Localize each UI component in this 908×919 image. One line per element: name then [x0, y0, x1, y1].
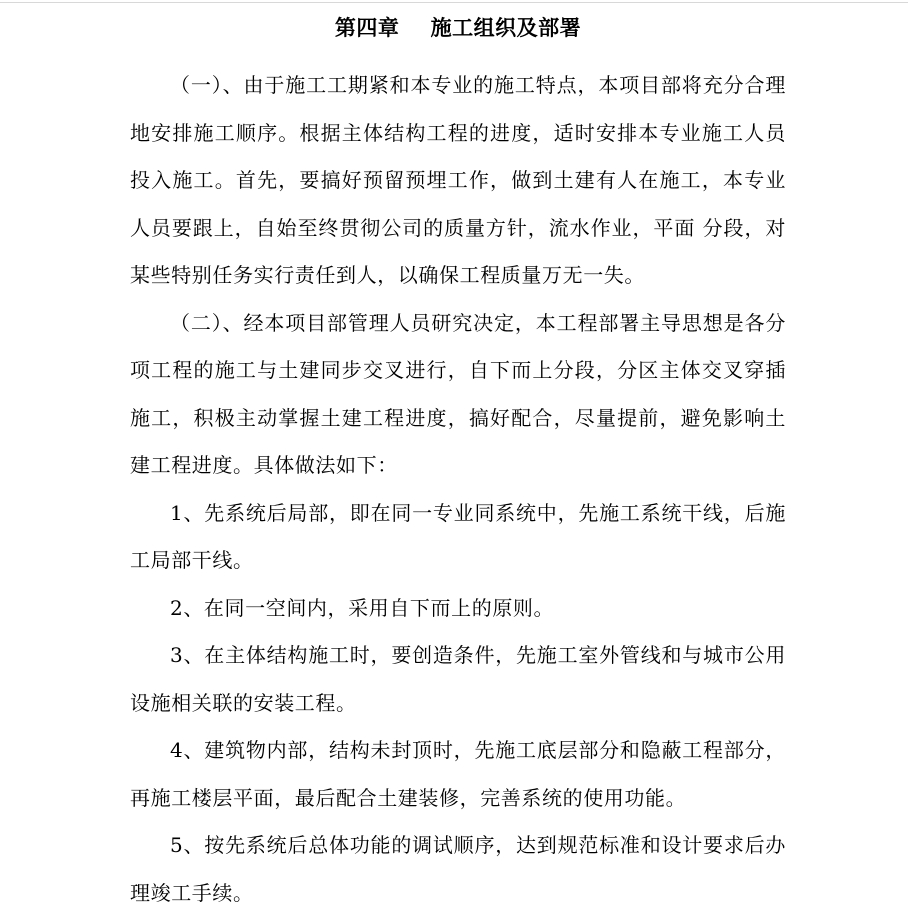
list-item-1: 1、先系统后局部，即在同一专业同系统中，先施工系统干线，后施工局部干线。 [130, 500, 786, 572]
chapter-title: 第四章 施工组织及部署 [334, 15, 582, 40]
document-page [130, 14, 786, 917]
list-item-5: 5、按先系统后总体功能的调试顺序，达到规范标准和设计要求后办理竣工手续。 [130, 833, 786, 905]
list-item-3: 3、在主体结构施工时，要创造条件，先施工室外管线和与城市公用设施相关联的安装工程。 [130, 643, 786, 715]
page-top-rule [0, 2, 908, 3]
paragraph-2: （二）、经本项目部管理人员研究决定，本工程部署主导思想是各分项工程的施工与土建同步交叉进行，自下而上分段，分区主体交叉穿插施工，积极主动掌握土建工程进度，搞好配合，尽量提前，避免影响土建工程进度。具体做法如下： [130, 310, 786, 477]
paragraph-1: （一）、由于施工工期紧和本专业的施工特点，本项目部将充分合理地安排施工顺序。根据主体结构工程的进度，适时安排本专业施工人员投入施工。首先，要搞好预留预埋工作，做到土建有人在施工，本专业人员要跟上，自始至终贯彻公司的质量方针，流水作业，平面 分段，对某些特别任务实行责任到人，以确保工程质量万无一失。 [130, 73, 786, 287]
list-item-4: 4、建筑物内部，结构未封顶时，先施工底层部分和隐蔽工程部分，再施工楼层平面，最后配合土建装修，完善系统的使用功能。 [130, 738, 786, 810]
list-item-2: 2、在同一空间内，采用自下而上的原则。 [170, 595, 555, 620]
